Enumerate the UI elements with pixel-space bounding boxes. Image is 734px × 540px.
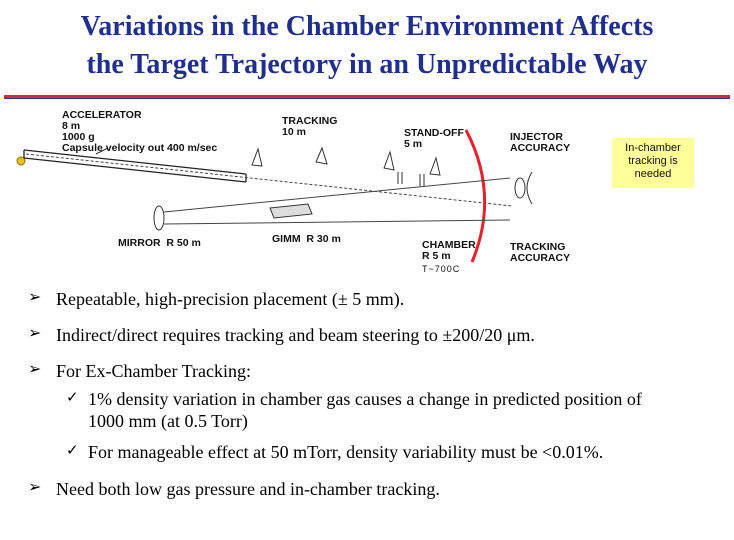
injector-accuracy-arc [527,172,532,204]
standoff-markers [398,172,424,186]
label-tracking-accuracy: TRACKING ACCURACY [510,241,571,264]
bullet-arrow-icon: ➢ [28,323,42,342]
page-title [0,8,734,84]
label-chamber: CHAMBER R 5 m [422,239,476,262]
title-line-2: the Target Trajectory in an Unpredictable Way [86,49,648,80]
trajectory-diagram [0,100,734,278]
subbullet-density-2: 1000 mm (at 0.5 Torr) [88,411,248,431]
bullet-pressure: Need both low gas pressure and in-chamber tracking. [56,479,440,499]
injector-accuracy-ellipse [515,178,525,198]
label-mirror: MIRROR R 50 m [118,237,201,249]
mirror-shape [154,206,164,230]
target-source-dot [17,157,25,165]
bullet-arrow-icon: ➢ [28,477,42,496]
label-standoff: STAND-OFF 5 m [404,127,464,150]
gimm-plate [270,204,312,218]
label-tracking: TRACKING 10 m [282,115,338,138]
bullet-arrow-icon: ➢ [28,287,42,306]
bullet-steering: Indirect/direct requires tracking and beam steering to ±200/20 μm. [56,325,535,345]
in-chamber-note: In-chamber tracking is needed [612,138,694,188]
check-icon: ✓ [66,388,79,406]
beam-path [164,178,510,224]
subbullet-density-1: 1% density variation in chamber gas causes a change in predicted position of [88,389,642,409]
subbullet-variability: For manageable effect at 50 mTorr, density variability must be <0.01%. [88,442,604,462]
tracking-detector [252,148,440,175]
label-injector-accuracy: INJECTOR ACCURACY [510,131,571,154]
bullet-ex-chamber: For Ex-Chamber Tracking: [56,361,251,381]
trajectory-line [26,154,512,206]
check-icon: ✓ [66,441,79,459]
bullet-arrow-icon: ➢ [28,359,42,378]
label-gimm: GIMM R 30 m [272,233,341,245]
title-line-1: Variations in the Chamber Environment Affects [80,11,654,42]
bullet-placement: Repeatable, high-precision placement (± 5 mm). [56,289,405,309]
title-divider-thin [4,98,730,99]
label-accelerator: ACCELERATOR 8 m 1000 g Capsule velocity out 400 m/sec [62,109,218,154]
accelerator-barrel [24,150,246,182]
label-temperature: T~700C [422,264,461,274]
